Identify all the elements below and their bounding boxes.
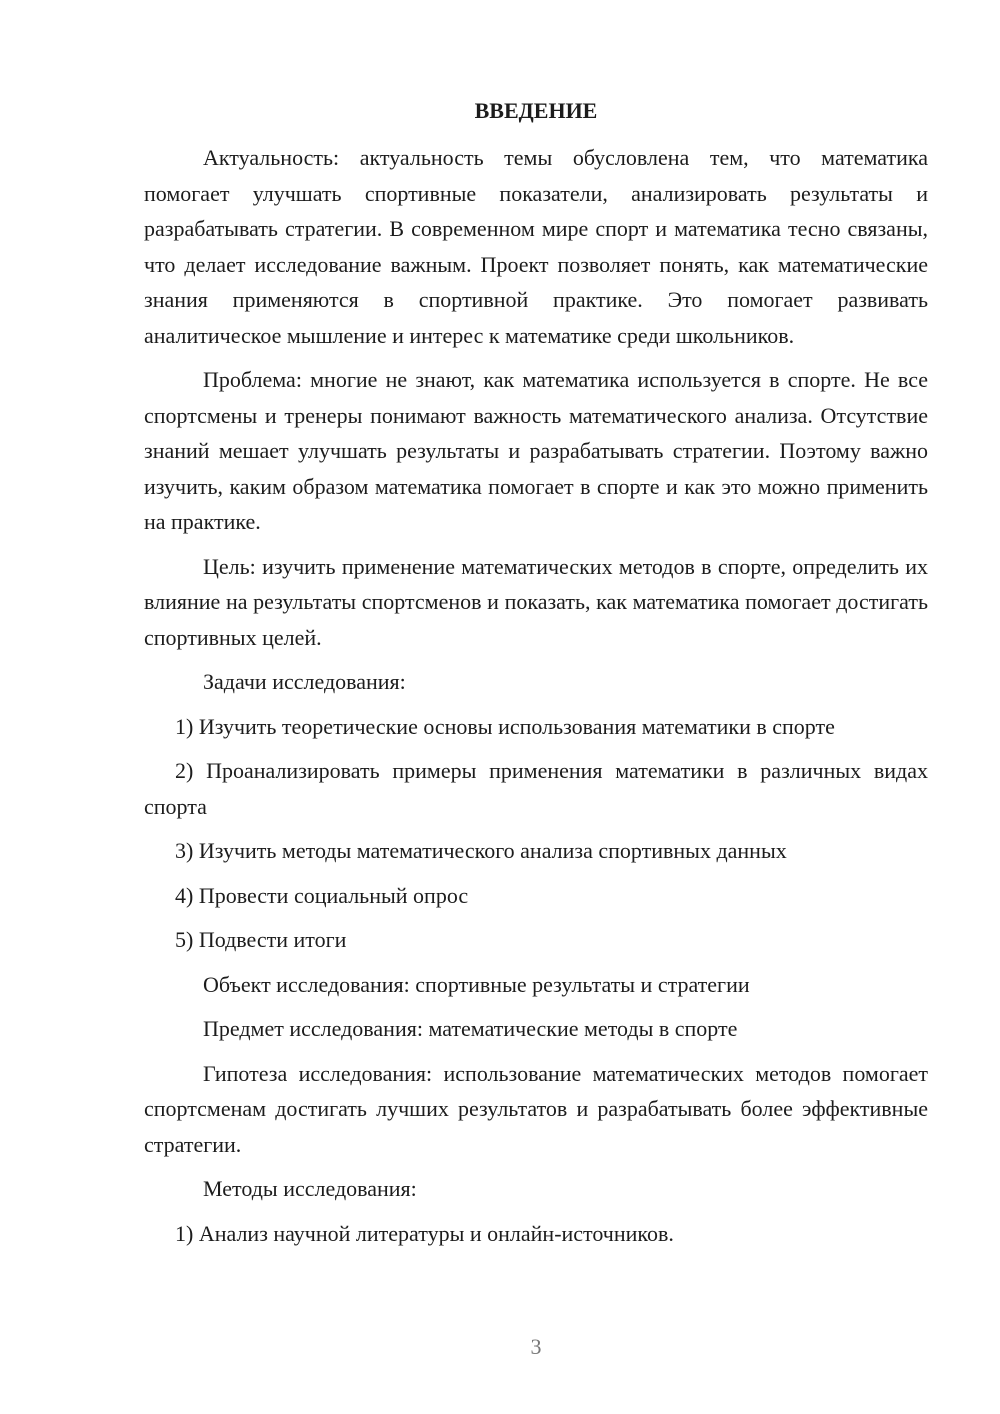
relevance-paragraph: Актуальность: актуальность темы обусловлена тем, что математика помогает улучшать спортивные показатели, анализировать результаты и разрабатывать стратегии. В современном мире спорт и математика тесно связаны, что делает исследование важным. Проект позволяет понять, как математические знания применяются в спортивной практике. Это помогает развивать аналитическое мышление и интерес к математике среди школьников. [144,145,928,348]
task-item: 2) Проанализировать примеры применения математики в различных видах спорта [144,758,928,819]
document-page [144,94,928,1260]
task-item: 3) Изучить методы математического анализа спортивных данных [175,838,787,863]
tasks-heading: Задачи исследования: [203,669,406,694]
method-item: 1) Анализ научной литературы и онлайн-источников. [175,1220,674,1246]
task-item: 5) Подвести итоги [175,927,347,952]
object-paragraph: Объект исследования: спортивные результаты и стратегии [203,971,750,997]
hypothesis-paragraph: Гипотеза исследования: использование математических методов помогает спортсменам достигать лучших результатов и разрабатывать более эффективные стратегии. [144,1060,928,1157]
methods-heading: Методы исследования: [203,1176,417,1201]
task-item: 1) Изучить теоретические основы использования математики в спорте [175,713,835,739]
section-title: ВВЕДЕНИЕ [474,98,598,123]
task-item: 4) Провести социальный опрос [175,882,469,908]
problem-paragraph: Проблема: многие не знают, как математика используется в спорте. Не все спортсмены и тренеры понимают важность математического анализа. Отсутствие знаний мешает улучшать результаты и разрабатывать стратегии. Поэтому важно изучить, каким образом математика помогает в спорте и как это можно применить на практике. [144,367,928,534]
page-number: 3 [530,1334,542,1359]
subject-paragraph: Предмет исследования: математические методы в спорте [203,1016,738,1041]
goal-paragraph: Цель: изучить применение математических методов в спорте, определить их влияние на результаты спортсменов и показать, как математика помогает достигать спортивных целей. [144,553,928,650]
